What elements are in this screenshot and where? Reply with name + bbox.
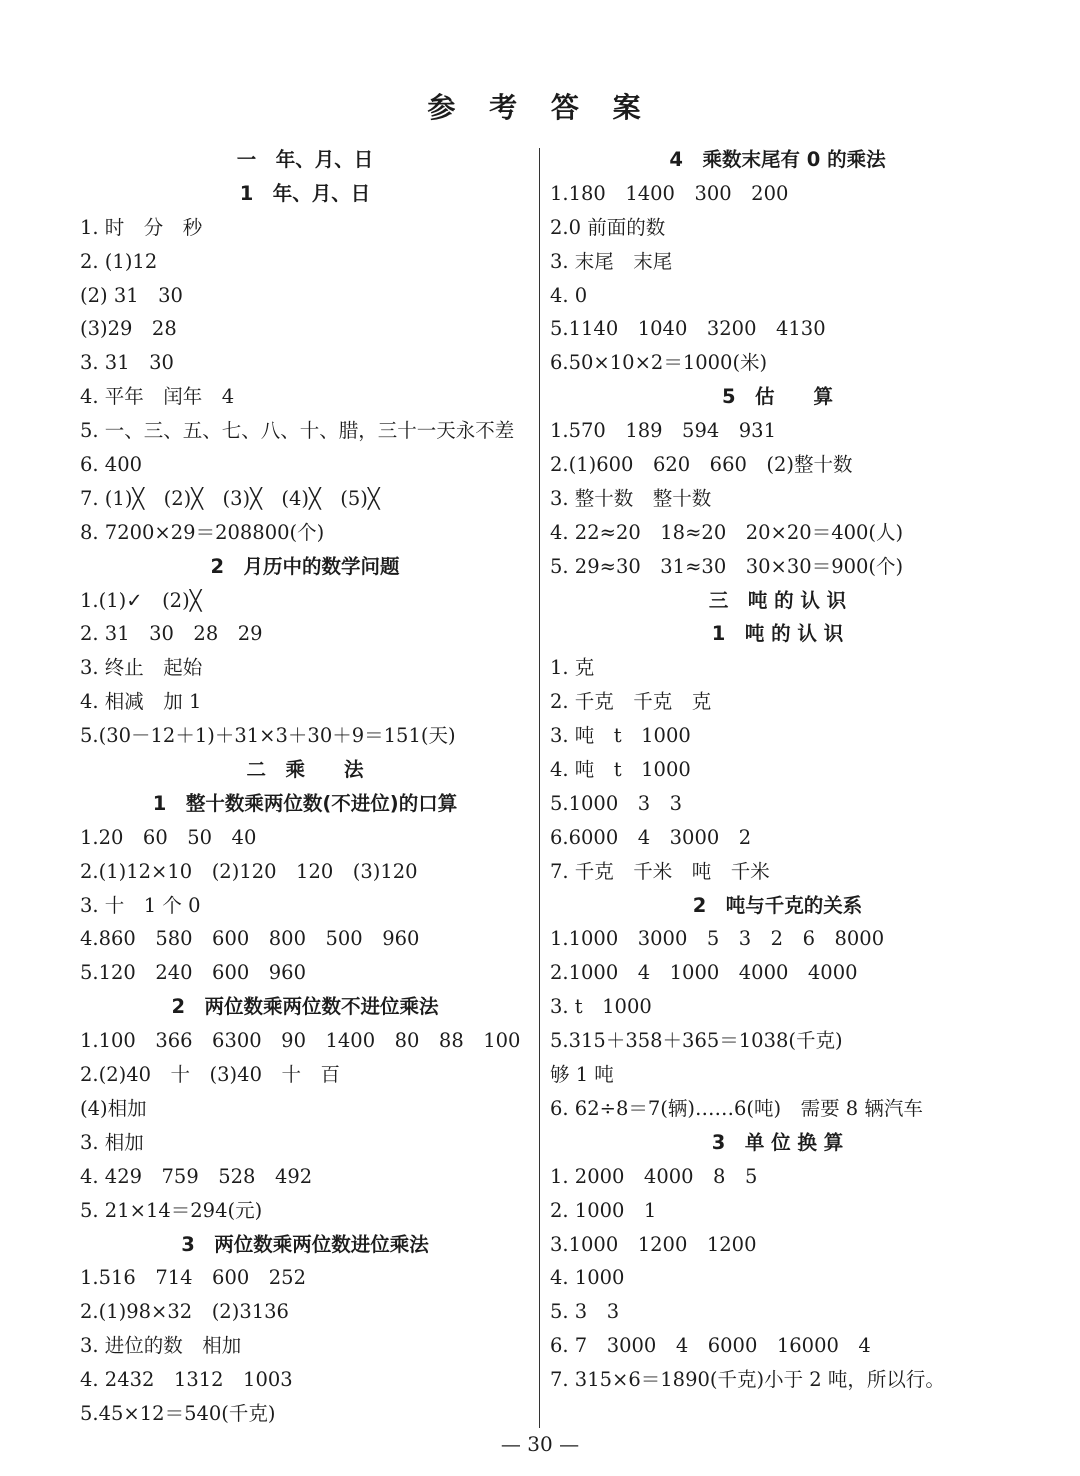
answer-line: 4. 1000 <box>550 1266 625 1290</box>
answer-line: 5. 21×14＝294(元) <box>80 1198 263 1222</box>
answer-line: 2.(1)600 620 660 (2)整十数 <box>550 453 853 477</box>
page-number: — 30 — <box>500 1432 580 1456</box>
answer-line: (3)29 28 <box>80 317 177 341</box>
answer-line: 1.100 366 6300 90 1400 80 88 100 <box>80 1029 521 1053</box>
answer-line: 2. 31 30 28 29 <box>80 622 263 646</box>
section-heading: 1 整十数乘两位数(不进位)的口算 <box>152 791 458 815</box>
answer-line: 2.(1)98×32 (2)3136 <box>80 1300 289 1324</box>
answer-line: 4. 2432 1312 1003 <box>80 1368 293 1392</box>
section-heading: 2 吨与千克的关系 <box>692 893 863 917</box>
answer-line: 够 1 吨 <box>550 1063 614 1087</box>
answer-line: 1. 2000 4000 8 5 <box>550 1164 758 1188</box>
section-heading: 1 年、月、日 <box>239 181 371 205</box>
section-heading: 3 两位数乘两位数进位乘法 <box>181 1232 429 1256</box>
answer-line: 6.50×10×2＝1000(米) <box>550 351 768 375</box>
answer-line: 4. 22≈20 18≈20 20×20＝400(人) <box>550 520 904 544</box>
page-title: 参 考 答 案 <box>427 91 653 124</box>
section-heading: 5 估 算 <box>721 385 834 409</box>
answer-line: 2.1000 4 1000 4000 4000 <box>550 961 858 985</box>
answer-line: 2. (1)12 <box>80 249 158 273</box>
answer-line: 5. 29≈30 31≈30 30×30＝900(个) <box>550 554 904 578</box>
answer-line: 5.315＋358＋365＝1038(千克) <box>550 1029 843 1053</box>
answer-line: 1.570 189 594 931 <box>550 419 776 443</box>
answer-line: 6. 400 <box>80 453 143 477</box>
answer-line: 6.6000 4 3000 2 <box>550 825 752 849</box>
answer-line: 7. 315×6＝1890(千克)小于 2 吨，所以行。 <box>550 1368 945 1392</box>
answer-line: 6. 7 3000 4 6000 16000 4 <box>550 1334 871 1358</box>
answer-line: 4. 平年 闰年 4 <box>80 385 235 409</box>
answer-line: 7. 千克 千米 吨 千米 <box>550 859 770 883</box>
answer-line: 4. 吨 t 1000 <box>550 758 691 782</box>
answer-line: 2.0 前面的数 <box>550 215 666 239</box>
answer-line: 2. 1000 1 <box>550 1198 657 1222</box>
answer-line: (2) 31 30 <box>80 283 183 307</box>
answer-line: 4.860 580 600 800 500 960 <box>80 927 420 951</box>
answer-line: 3. 十 1 个 0 <box>80 893 201 917</box>
answer-column-left <box>80 143 530 1431</box>
answer-line: 1. 克 <box>550 656 595 680</box>
answer-line: 5.120 240 600 960 <box>80 961 306 985</box>
section-heading: 二 乘 法 <box>246 758 364 782</box>
answer-line: 5.1000 3 3 <box>550 791 683 815</box>
section-heading: 1 吨 的 认 识 <box>711 622 844 646</box>
answer-line: 3. t 1000 <box>550 995 652 1019</box>
section-heading: 2 月历中的数学问题 <box>210 554 400 578</box>
answer-line: 5.1140 1040 3200 4130 <box>550 317 826 341</box>
answer-line: 2. 千克 千克 克 <box>550 690 712 714</box>
answer-line: 3. 相加 <box>80 1130 144 1154</box>
section-heading: 三 吨 的 认 识 <box>708 588 847 612</box>
answer-line: 1.(1)✓ (2)╳ <box>80 588 202 612</box>
section-heading: 2 两位数乘两位数不进位乘法 <box>171 995 439 1019</box>
answer-line: (4)相加 <box>80 1096 147 1120</box>
column-divider <box>539 148 540 1428</box>
answer-line: 5.(30－12＋1)＋31×3＋30＋9＝151(天) <box>80 724 456 748</box>
answer-line: 1.516 714 600 252 <box>80 1266 306 1290</box>
section-heading: 4 乘数末尾有 0 的乘法 <box>669 148 886 171</box>
answer-line: 3.1000 1200 1200 <box>550 1232 757 1256</box>
answer-line: 6. 62÷8＝7(辆)……6(吨) 需要 8 辆汽车 <box>550 1096 923 1120</box>
answer-line: 8. 7200×29＝208800(个) <box>80 520 325 544</box>
answer-line: 5.45×12＝540(千克) <box>80 1401 276 1425</box>
answer-line: 2.(2)40 十 (3)40 十 百 <box>80 1063 340 1087</box>
answer-line: 4. 429 759 528 492 <box>80 1164 313 1188</box>
answer-line: 3. 进位的数 相加 <box>80 1334 242 1358</box>
answer-line: 3. 末尾 末尾 <box>550 249 673 273</box>
answer-line: 3. 终止 起始 <box>80 656 203 680</box>
answer-line: 2.(1)12×10 (2)120 120 (3)120 <box>80 859 418 883</box>
answer-line: 7. (1)╳ (2)╳ (3)╳ (4)╳ (5)╳ <box>80 486 380 510</box>
answer-line: 3. 31 30 <box>80 351 174 375</box>
section-heading: 一 年、月、日 <box>236 148 374 171</box>
answer-line: 1.20 60 50 40 <box>80 825 257 849</box>
answer-line: 3. 吨 t 1000 <box>550 724 691 748</box>
answer-line: 3. 整十数 整十数 <box>550 486 712 510</box>
answer-line: 1.1000 3000 5 3 2 6 8000 <box>550 927 885 951</box>
section-heading: 3 单 位 换 算 <box>711 1130 844 1154</box>
answer-column-right <box>550 143 1005 1397</box>
answer-line: 1. 时 分 秒 <box>80 215 203 239</box>
answer-line: 5. 一、三、五、七、八、十、腊，三十一天永不差 <box>80 419 515 443</box>
answer-line: 1.180 1400 300 200 <box>550 181 789 205</box>
answer-line: 4. 相减 加 1 <box>80 690 202 714</box>
answer-line: 5. 3 3 <box>550 1300 620 1324</box>
answer-line: 4. 0 <box>550 283 588 307</box>
